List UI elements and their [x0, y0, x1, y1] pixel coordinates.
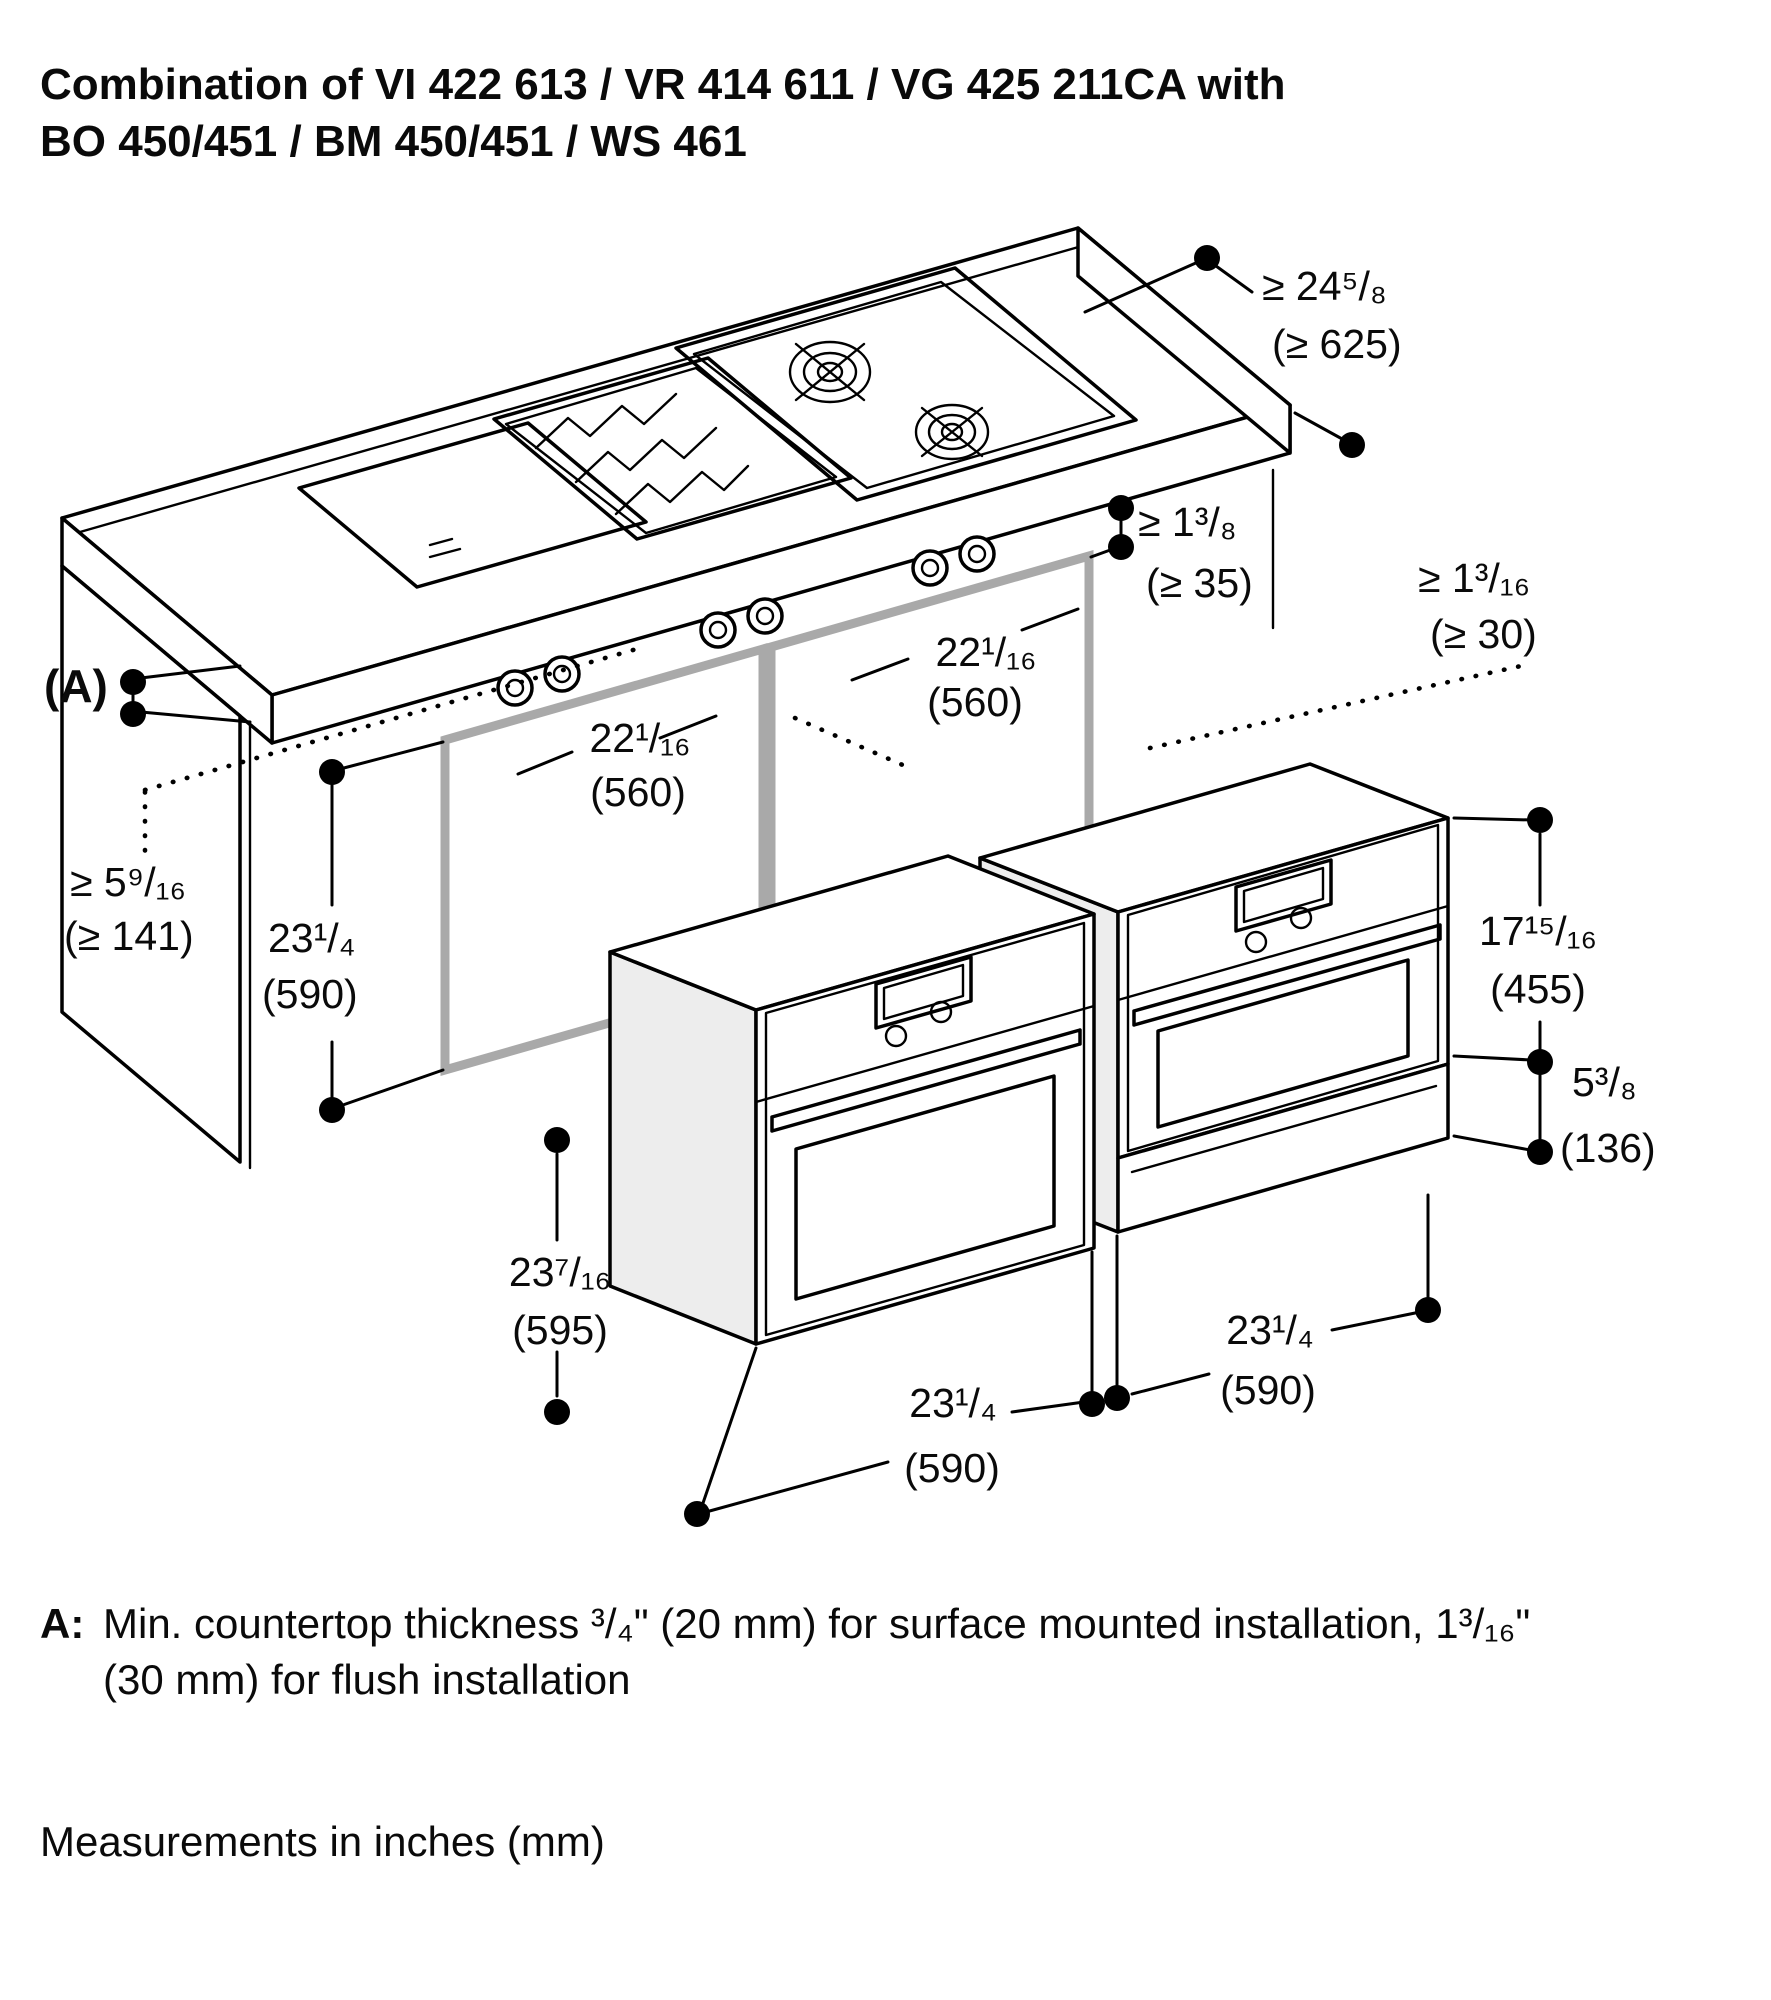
- dim-gap35-inches: ≥ 1³/₈: [1138, 499, 1237, 545]
- footnote-a-line2: (30 mm) for flush installation: [103, 1656, 631, 1703]
- dim-oven-height-mm: (455): [1490, 966, 1586, 1012]
- dim-clearance141-inches: ≥ 5⁹/₁₆: [70, 859, 187, 905]
- dim-flush30-inches: ≥ 1³/₁₆: [1418, 555, 1531, 601]
- footnote-a-line1: Min. countertop thickness ³/₄" (20 mm) for surface mounted installation, 1³/₁₆": [103, 1600, 1531, 1647]
- dim-cutout-height-inches: 23¹/₄: [268, 915, 356, 961]
- dim-drawer-height-mm: (136): [1560, 1125, 1656, 1171]
- dim-counter-depth-inches: ≥ 24⁵/₈: [1262, 263, 1387, 309]
- units-note: Measurements in inches (mm): [40, 1818, 605, 1865]
- dim-oven-width-right-mm: (590): [1220, 1367, 1316, 1413]
- knob: [913, 551, 947, 585]
- countertop-thickness-ref: (A): [44, 660, 108, 712]
- dim-cutout-right-mm: (560): [927, 679, 1023, 725]
- dim-oven-height-inches: 17¹⁵/₁₆: [1478, 908, 1598, 954]
- knob: [701, 613, 735, 647]
- dim-oven-width-left-inches: 23¹/₄: [909, 1380, 997, 1426]
- knob: [498, 671, 532, 705]
- dim-cutout-left-inches: 22¹/₁₆: [589, 715, 691, 761]
- footnote-a-label: A:: [40, 1600, 85, 1647]
- footnote-a: [40, 1596, 1740, 1708]
- dim-flush30-mm: (≥ 30): [1430, 611, 1537, 657]
- dim-oven-depth-inches: 23⁷/₁₆: [508, 1249, 612, 1295]
- dim-oven-width-right-inches: 23¹/₄: [1226, 1307, 1314, 1353]
- knob: [748, 599, 782, 633]
- dim-cutout-left-mm: (560): [590, 769, 686, 815]
- knob: [960, 537, 994, 571]
- dim-clearance141-mm: (≥ 141): [64, 913, 194, 959]
- page-title-line1: Combination of VI 422 613 / VR 414 611 / VG 425 211CA with: [40, 60, 1286, 109]
- dim-cutout-right-inches: 22¹/₁₆: [935, 629, 1037, 675]
- dim-cutout-height-mm: (590): [262, 971, 358, 1017]
- dim-oven-width-left-mm: (590): [904, 1445, 1000, 1491]
- dim-drawer-height-inches: 5³/₈: [1572, 1059, 1637, 1105]
- page-title-line2: BO 450/451 / BM 450/451 / WS 461: [40, 117, 747, 166]
- dim-gap35-mm: (≥ 35): [1146, 560, 1253, 606]
- dim-oven-depth-mm: (595): [512, 1307, 608, 1353]
- oven-left: [610, 856, 1094, 1344]
- dim-counter-depth-mm: (≥ 625): [1272, 321, 1402, 367]
